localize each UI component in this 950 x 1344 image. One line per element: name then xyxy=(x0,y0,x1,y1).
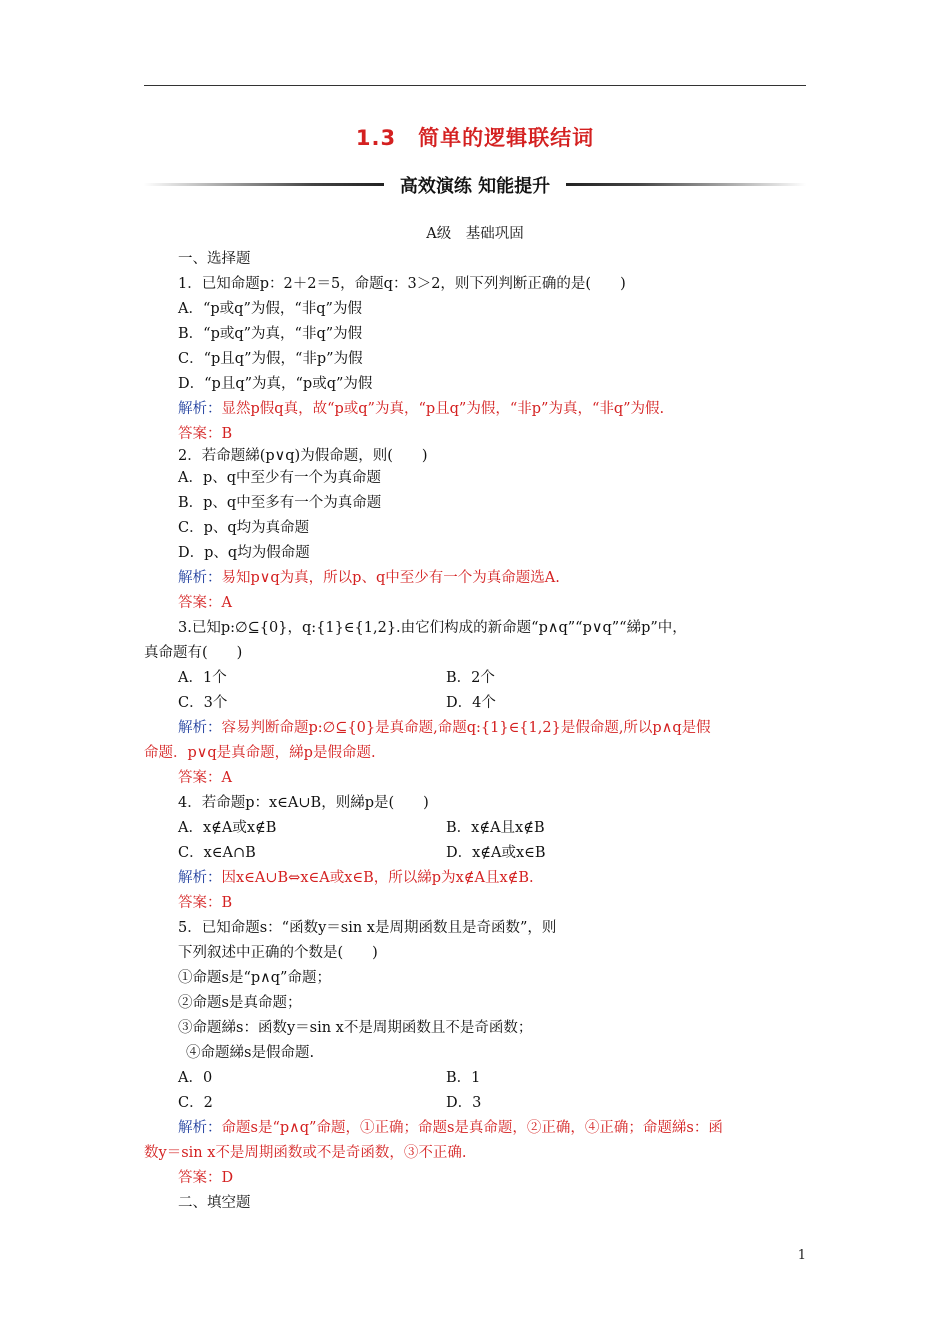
section-heading-2: 二、填空题 xyxy=(178,1195,251,1211)
subtitle xyxy=(144,172,806,198)
question-1 xyxy=(144,272,806,447)
option-c: C．x∈A∩B xyxy=(178,845,256,861)
analysis xyxy=(144,397,806,422)
analysis xyxy=(144,1116,806,1141)
answer: 答案：B xyxy=(178,895,233,911)
analysis-cont: 数y＝sin x不是周期函数或不是奇函数，③不正确. xyxy=(144,1145,467,1161)
question-stem: 4．若命题p：x∈A∪B，则綈p是( ) xyxy=(178,795,429,811)
answer: 答案：A xyxy=(178,770,232,786)
analysis xyxy=(144,716,806,741)
section-heading: 一、选择题 xyxy=(178,251,251,267)
analysis-text: 命题s是“p∧q”命题，①正确；命题s是真命题，②正确，④正确；命题綈s：函 xyxy=(221,1120,723,1136)
question-4 xyxy=(144,791,806,916)
statement-2: ②命题s是真命题； xyxy=(178,995,302,1011)
answer: 答案：D xyxy=(178,1170,234,1186)
options-row xyxy=(144,1066,806,1091)
option-c: C．“p且q”为假，“非p”为假 xyxy=(178,351,363,367)
option-d: D．3 xyxy=(446,1095,482,1111)
option-d: D．4个 xyxy=(446,695,496,711)
option-c: C．p、q均为真命题 xyxy=(178,520,310,536)
option-d: D．p、q均为假命题 xyxy=(178,545,310,561)
document-body xyxy=(144,222,806,1216)
statement-1: ①命题s是“p∧q”命题； xyxy=(178,970,331,986)
analysis-text: 易知p∨q为真，所以p、q中至少有一个为真命题选A. xyxy=(221,570,560,586)
option-b: B．p、q中至多有一个为真命题 xyxy=(178,495,382,511)
analysis-text: 因x∈A∪B⇔x∈A或x∈B，所以綈p为x∉A且x∉B. xyxy=(221,870,534,886)
question-stem-cont: 真命题有( ) xyxy=(144,645,243,661)
question-stem: 3.已知p:∅⊆{0}，q:{1}∈{1,2}.由它们构成的新命题“p∧q”“p∨q”“綈p”中， xyxy=(178,620,687,636)
analysis-label: 解析： xyxy=(178,1120,222,1136)
analysis-label: 解析： xyxy=(178,401,222,417)
analysis xyxy=(144,866,806,891)
option-a: A．0 xyxy=(178,1070,213,1086)
answer: 答案：A xyxy=(178,595,232,611)
page-number: 1 xyxy=(797,1248,806,1263)
level-heading: A级 基础巩固 xyxy=(426,226,524,242)
question-stem-cont: 下列叙述中正确的个数是( ) xyxy=(178,945,378,961)
analysis-text: 容易判断命题p:∅⊆{0}是真命题,命题q:{1}∈{1,2}是假命题,所以p∧q是假 xyxy=(221,720,711,736)
analysis-label: 解析： xyxy=(178,570,222,586)
question-5 xyxy=(144,916,806,1191)
option-b: B．x∉A且x∉B xyxy=(446,820,545,836)
options-row xyxy=(144,691,806,716)
question-2 xyxy=(144,447,806,616)
option-c: C．3个 xyxy=(178,695,228,711)
option-a: A．x∉A或x∉B xyxy=(178,820,277,836)
option-c: C．2 xyxy=(178,1095,213,1111)
options-row xyxy=(144,816,806,841)
analysis-text: 显然p假q真，故“p或q”为真，“p且q”为假，“非p”为真，“非q”为假. xyxy=(221,401,665,417)
option-a: A．1个 xyxy=(178,670,227,686)
analysis xyxy=(144,566,806,591)
analysis-label: 解析： xyxy=(178,870,222,886)
analysis-cont: 命题．p∨q是真命题，綈p是假命题. xyxy=(144,745,376,761)
question-stem: 5．已知命题s：“函数y＝sin x是周期函数且是奇函数”，则 xyxy=(178,920,557,936)
header-rule xyxy=(144,85,806,86)
option-a: A．“p或q”为假，“非q”为假 xyxy=(178,301,362,317)
options-row xyxy=(144,666,806,691)
options-row xyxy=(144,1091,806,1116)
analysis-label: 解析： xyxy=(178,720,222,736)
question-3 xyxy=(144,616,806,791)
page-title: 1.3 简单的逻辑联结词 xyxy=(355,126,595,150)
option-d: D．“p且q”为真，“p或q”为假 xyxy=(178,376,373,392)
option-d: D．x∉A或x∈B xyxy=(446,845,546,861)
statement-4: ④命题綈s是假命题. xyxy=(186,1045,315,1061)
statement-3: ③命题綈s：函数y＝sin x不是周期函数且不是奇函数； xyxy=(178,1020,533,1036)
subtitle-banner xyxy=(144,170,806,200)
option-b: B．1 xyxy=(446,1070,481,1086)
subtitle-text: 高效演练 知能提升 xyxy=(396,176,554,197)
question-stem: 2．若命题綈(p∨q)为假命题，则( ) xyxy=(178,448,428,464)
options-row xyxy=(144,841,806,866)
question-stem: 1．已知命题p：2＋2＝5，命题q：3＞2，则下列判断正确的是( ) xyxy=(178,276,626,292)
option-b: B．2个 xyxy=(446,670,495,686)
answer: 答案：B xyxy=(178,426,233,442)
option-b: B．“p或q”为真，“非q”为假 xyxy=(178,326,363,342)
option-a: A．p、q中至少有一个为真命题 xyxy=(178,470,382,486)
